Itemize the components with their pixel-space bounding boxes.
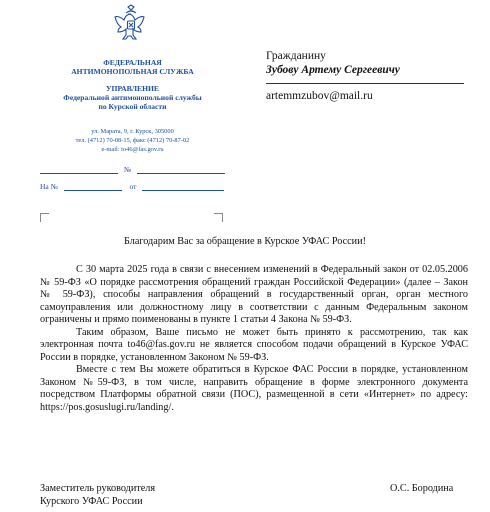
signer-position-line1: Заместитель руководителя	[40, 483, 156, 494]
letter-body	[40, 264, 468, 414]
reply-row	[40, 182, 224, 191]
dept-line3: по Курской области	[98, 102, 167, 111]
dept-line1: УПРАВЛЕНИЕ	[105, 84, 159, 93]
address-text: ул. Марата, 9, г. Курск, 305000	[91, 128, 174, 135]
org-name-line2: АНТИМОНОПОЛЬНАЯ СЛУЖБА	[71, 67, 194, 76]
subject-bracket-left	[40, 213, 49, 222]
reply-date-blank	[142, 182, 224, 191]
reply-to-label: На №	[40, 182, 58, 191]
signer-position	[40, 482, 155, 508]
paragraph-2: Таким образом, Ваше письмо не может быть принято к рассмотрению, так как электронная почта to46@fas.gov.ru не является способом подачи обращений в Курское УФАС России в порядке, установленном Законом № 59-ФЗ.	[40, 326, 468, 363]
reply-from-label: от	[129, 182, 137, 191]
reg-date-blank	[40, 165, 118, 174]
reply-number-blank	[64, 182, 122, 191]
recipient-name: Зубову Артему Сергеевичу	[266, 64, 400, 76]
phone-text: тел. (4712) 70-08-15, факс (4712) 70-87-02	[75, 137, 190, 144]
org-name-line1: ФЕДЕРАЛЬНАЯ	[103, 58, 162, 67]
reg-number-blank	[137, 165, 225, 174]
reg-number-sign: №	[123, 165, 132, 174]
signer-name: О.С. Бородина	[390, 483, 454, 494]
email-text: e-mail: to46@fas.gov.ru	[101, 146, 164, 153]
coat-of-arms-icon	[114, 4, 148, 48]
signer-position-line2: Курского УФАС России	[40, 496, 143, 507]
recipient-divider	[266, 83, 464, 84]
subject-bracket-right	[214, 213, 223, 222]
recipient-email: artemmzubov@mail.ru	[266, 90, 373, 102]
paragraph-1: С 30 марта 2025 года в связи с внесением изменений в Федеральный закон от 02.05.2006 № 59-ФЗ «О порядке рассмотрения обращений граждан Российской Федерации» (далее – Закон № 59-ФЗ), способы направления обращений в государственный орган, орган местного самоуправления или должностному лицу в соответствии с данным Федеральным законом ограничены и прямо поименованы в пункте 1 статьи 4 Закона № 59-ФЗ.	[40, 264, 468, 325]
paragraph-3: Вместе с тем Вы можете обратиться в Курское ФАС России в порядке, установленном Законом №59-ФЗ, в том числе, направить обращение в форме электронного документа посредством Платформы обратной связи (ПОС), размещенной в сети «Интернет» по адресу: https://pos.gosuslugi.ru/landing/.	[40, 364, 468, 413]
recipient-salutation: Гражданину	[266, 50, 326, 62]
dept-line2: Федеральной антимонопольной службы	[63, 93, 202, 102]
thanks-heading: Благодарим Вас за обращение в Курское УФАС России!	[124, 236, 366, 247]
reg-number-row	[40, 165, 225, 174]
